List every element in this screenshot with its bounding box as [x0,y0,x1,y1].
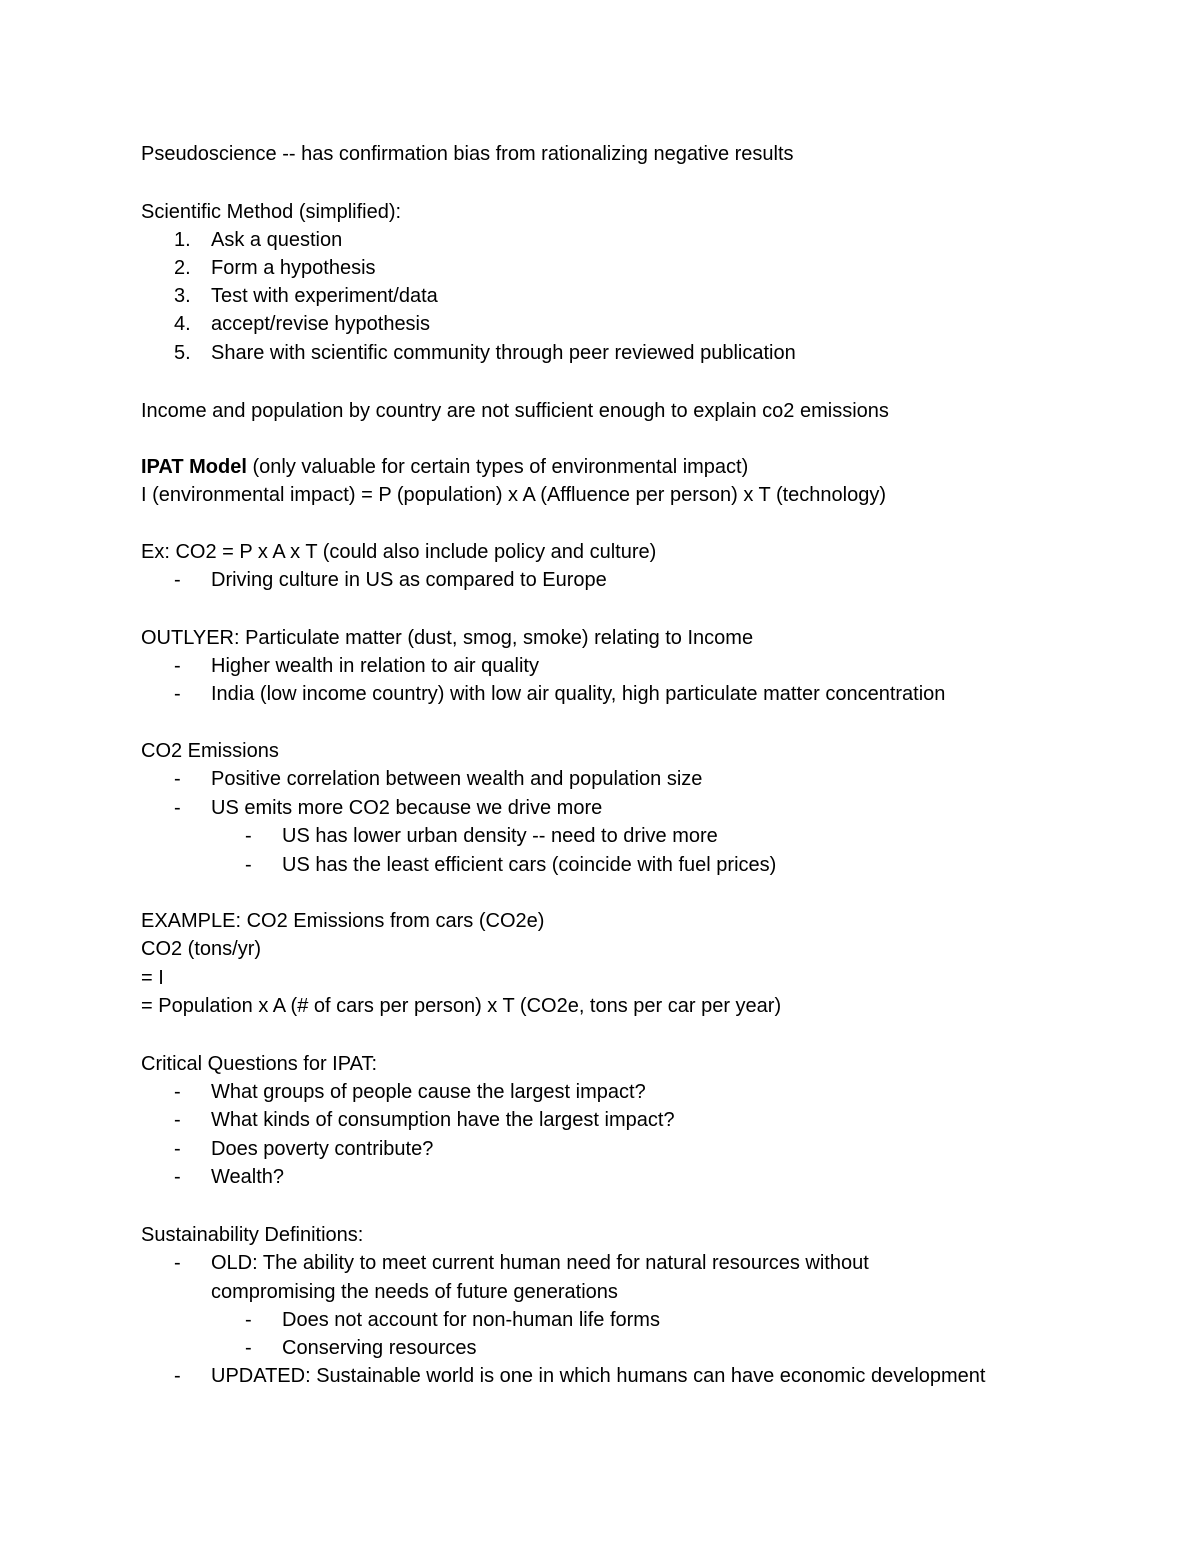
list-number: 5. [174,342,191,364]
ipat-title-note: (only valuable for certain types of environmental impact) [246,456,749,478]
list-item: accept/revise hypothesis [211,313,431,335]
bullet-item: Positive correlation between wealth and population size [211,768,703,790]
bullet-dash: - [174,1252,181,1274]
pseudoscience-line: Pseudoscience -- has confirmation bias from rationalizing negative results [141,143,794,165]
ipat-title: IPAT Model [141,456,247,478]
list-number: 1. [174,229,191,251]
bullet-item: OLD: The ability to meet current human need for natural resources without [211,1252,869,1274]
example-co2-line: Ex: CO2 = P x A x T (could also include policy and culture) [141,541,657,563]
list-number: 4. [174,313,191,335]
sub-bullet-item: US has lower urban density -- need to drive more [282,825,718,847]
ipat-title-line [141,453,748,481]
bullet-dash: - [174,797,181,819]
bullet-dash: - [174,683,181,705]
bullet-dash: - [174,1166,181,1188]
list-item: Ask a question [211,229,343,251]
income-line: Income and population by country are not sufficient enough to explain co2 emissions [141,400,889,422]
list-number: 3. [174,285,191,307]
bullet-item: What kinds of consumption have the largest impact? [211,1109,675,1131]
sub-bullet-dash: - [245,854,252,876]
bullet-item: India (low income country) with low air quality, high particulate matter concentration [211,683,946,705]
co2-emissions-heading: CO2 Emissions [141,740,279,762]
sustainability-heading: Sustainability Definitions: [141,1224,364,1246]
bullet-item-continuation: compromising the needs of future generations [211,1281,618,1303]
ipat-formula: I (environmental impact) = P (population) x A (Affluence per person) x T (technology) [141,484,887,506]
critical-questions-heading: Critical Questions for IPAT: [141,1053,377,1075]
bullet-item: UPDATED: Sustainable world is one in which humans can have economic development [211,1365,986,1387]
bullet-dash: - [174,1138,181,1160]
outlyer-line: OUTLYER: Particulate matter (dust, smog, smoke) relating to Income [141,627,754,649]
bullet-dash: - [174,1365,181,1387]
sub-bullet-item: US has the least efficient cars (coincide with fuel prices) [282,854,777,876]
bullet-item: Does poverty contribute? [211,1138,434,1160]
list-item: Share with scientific community through peer reviewed publication [211,342,796,364]
bullet-dash: - [174,569,181,591]
sub-bullet-dash: - [245,825,252,847]
bullet-dash: - [174,1109,181,1131]
scientific-method-heading: Scientific Method (simplified): [141,201,402,223]
bullet-dash: - [174,768,181,790]
bullet-item: Driving culture in US as compared to Europe [211,569,607,591]
bullet-item: Higher wealth in relation to air quality [211,655,539,677]
example-cars-heading: EXAMPLE: CO2 Emissions from cars (CO2e) [141,910,545,932]
bullet-item: Wealth? [211,1166,285,1188]
bullet-dash: - [174,655,181,677]
sub-bullet-item: Does not account for non-human life forms [282,1309,660,1331]
list-number: 2. [174,257,191,279]
list-item: Form a hypothesis [211,257,376,279]
bullet-item: What groups of people cause the largest impact? [211,1081,646,1103]
sub-bullet-dash: - [245,1309,252,1331]
bullet-dash: - [174,1081,181,1103]
bullet-item: US emits more CO2 because we drive more [211,797,603,819]
example-cars-line: = I [141,967,164,989]
sub-bullet-dash: - [245,1337,252,1359]
sub-bullet-item: Conserving resources [282,1337,477,1359]
example-cars-line: = Population x A (# of cars per person) x T (CO2e, tons per car per year) [141,995,782,1017]
list-item: Test with experiment/data [211,285,438,307]
example-cars-line: CO2 (tons/yr) [141,938,262,960]
